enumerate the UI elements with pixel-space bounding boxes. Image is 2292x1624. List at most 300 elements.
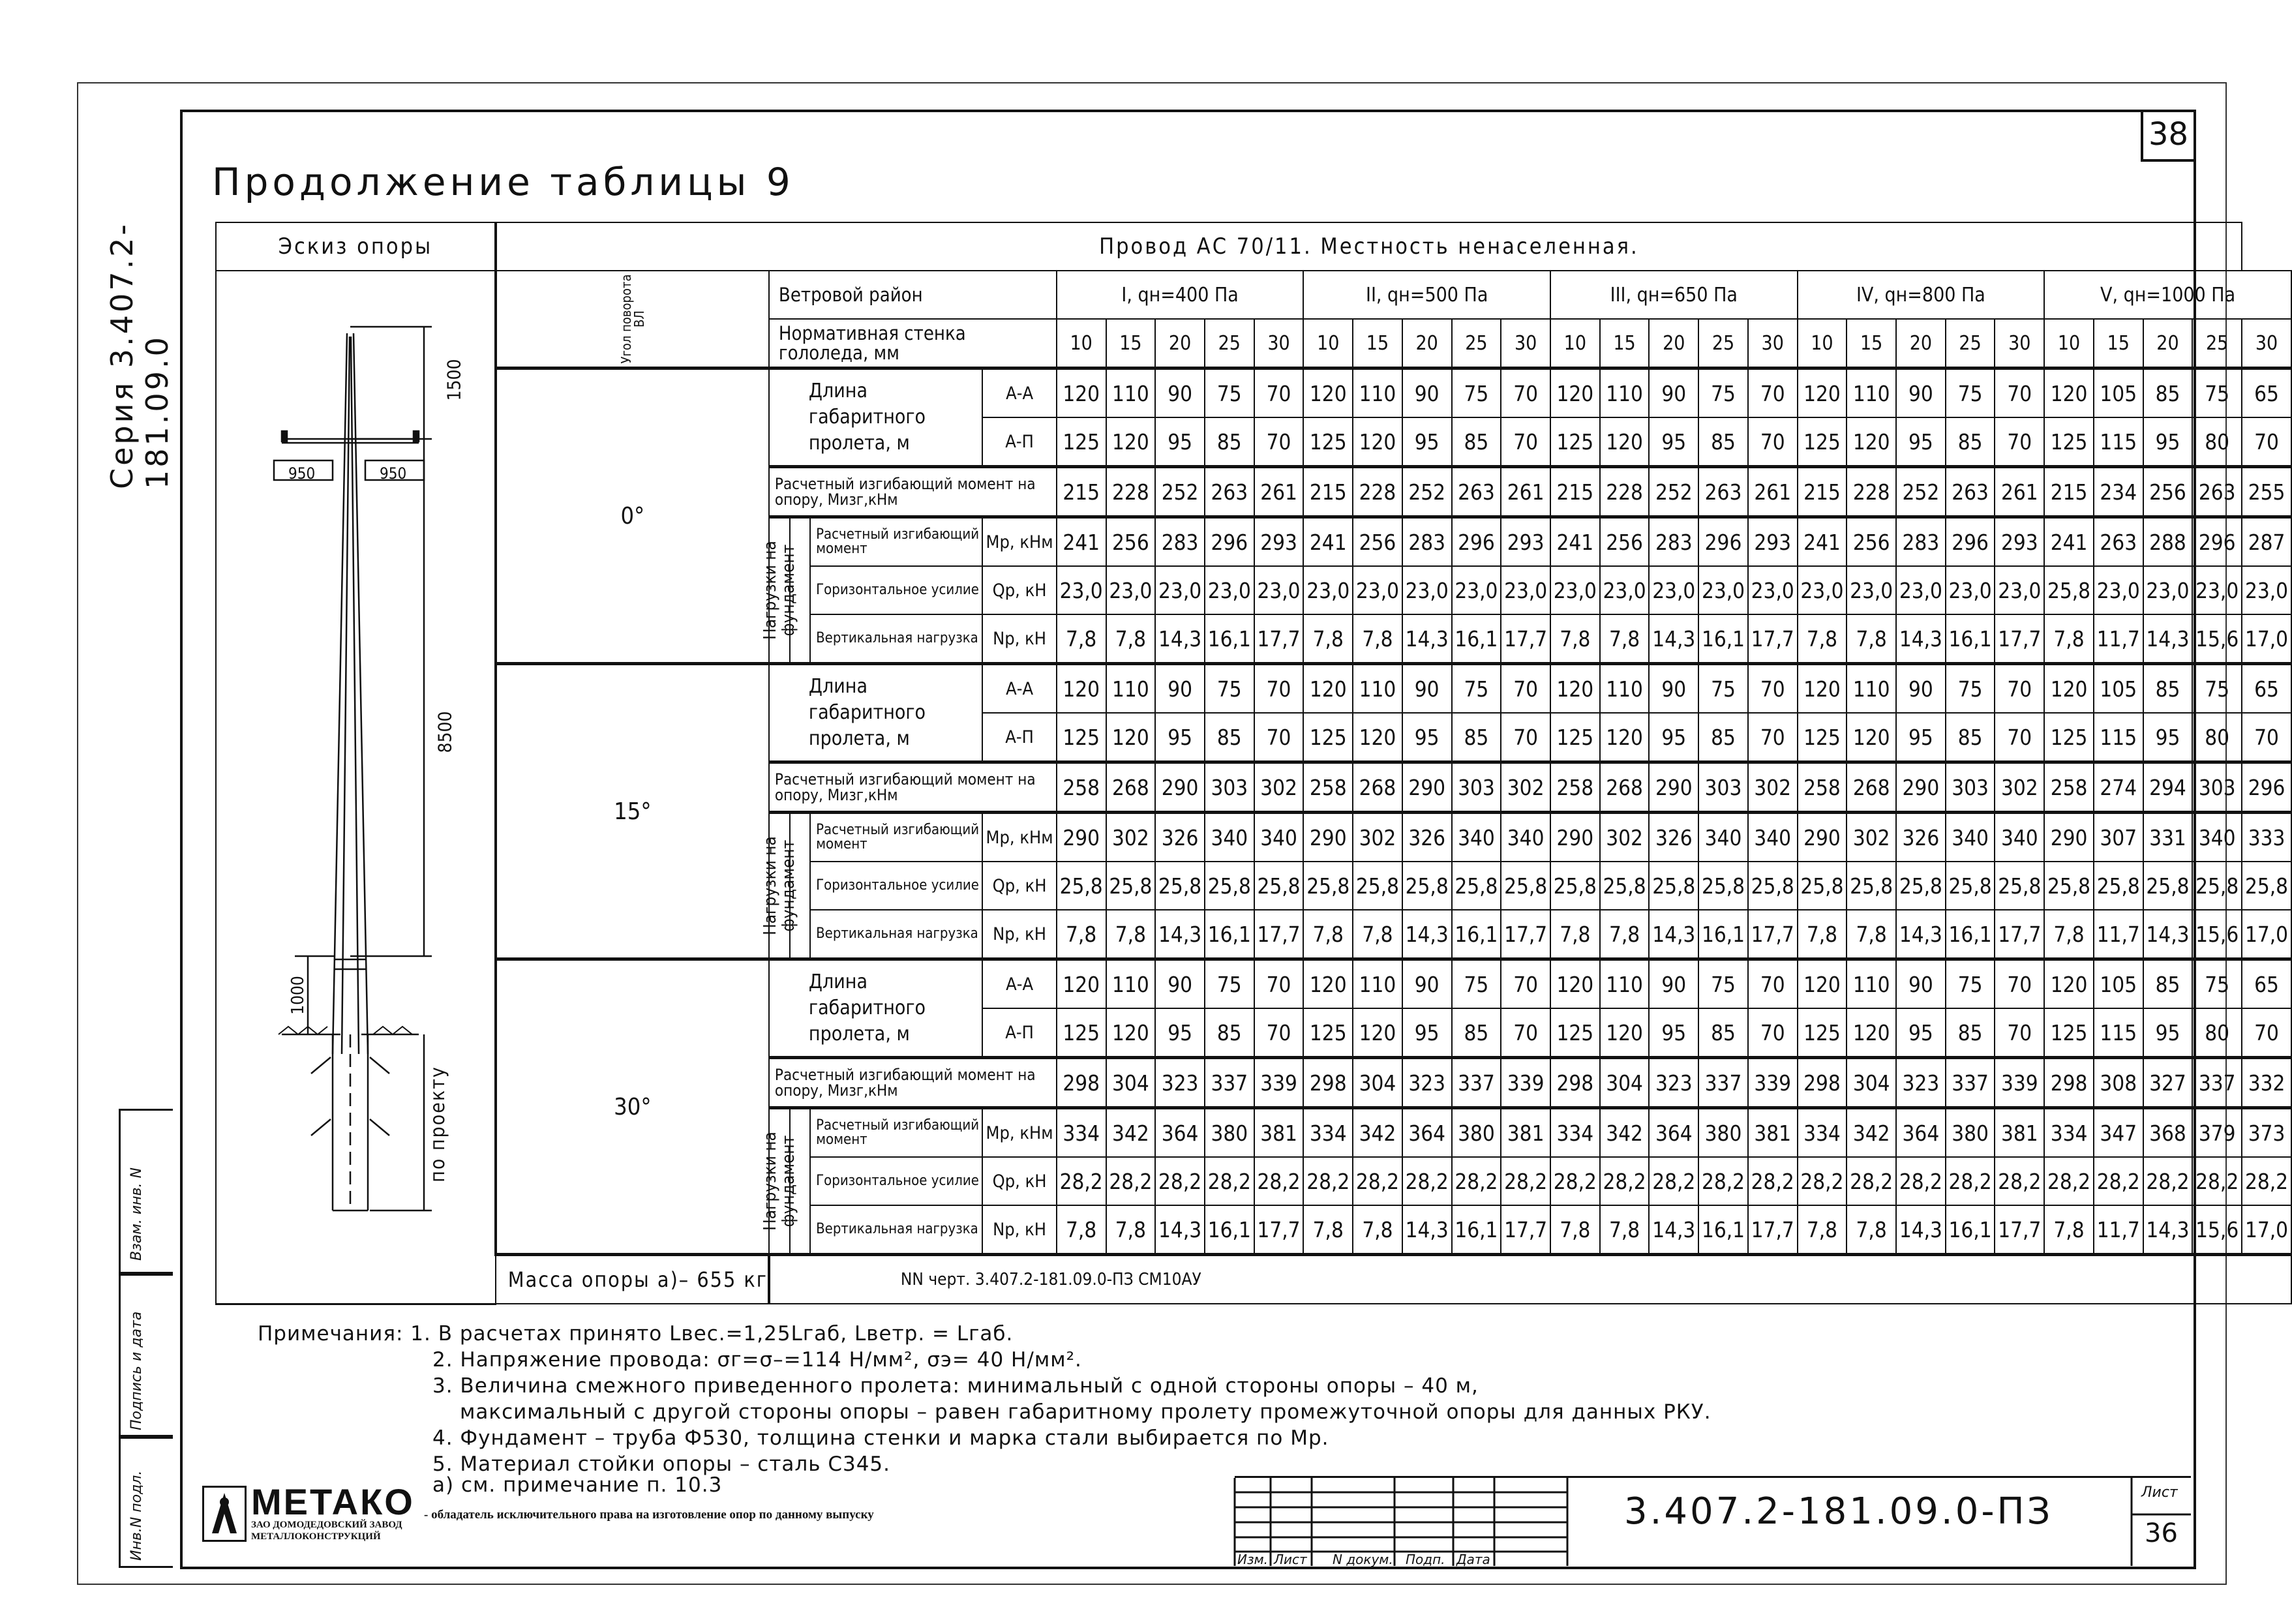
- foundation-vertical-value: 7,8: [2044, 1205, 2094, 1255]
- span-aa-value: 120: [1057, 959, 1106, 1009]
- span-aa-value: 120: [1798, 664, 1847, 714]
- ice-thickness-header: 25: [2192, 319, 2242, 368]
- note-item: 3. Величина смежного приведенного пролета: минимальный с одной стороны опоры – 40 м,: [432, 1374, 1479, 1398]
- stamp-col-date: Дата: [1456, 1552, 1490, 1567]
- foundation-moment-value: 334: [1798, 1108, 1847, 1158]
- span-ap-value: 70: [1995, 1008, 2044, 1058]
- foundation-moment-value: 288: [2143, 517, 2193, 567]
- foundation-moment-value: 364: [1649, 1108, 1698, 1158]
- ice-thickness-header: 10: [1798, 319, 1847, 368]
- foundation-vertical-value: 7,8: [1057, 910, 1106, 959]
- foundation-horizontal-value: 23,0: [1205, 566, 1254, 614]
- foundation-horizontal-value: 25,8: [1402, 862, 1452, 910]
- span-ap-value: 70: [1748, 713, 1798, 762]
- span-ap-value: 70: [1254, 417, 1304, 467]
- foundation-horizontal-value: 28,2: [2192, 1157, 2242, 1205]
- foundation-moment-unit: Мр, кНм: [982, 517, 1056, 567]
- bending-moment-value: 215: [2044, 467, 2094, 517]
- foundation-moment-value: 296: [1946, 517, 1995, 567]
- foundation-vertical-value: 7,8: [1303, 910, 1353, 959]
- span-ap-value: 125: [1798, 417, 1847, 467]
- foundation-vertical-value: 14,3: [1896, 1205, 1946, 1255]
- span-aa-value: 110: [1353, 664, 1402, 714]
- ice-thickness-header: 25: [1205, 319, 1254, 368]
- foundation-vertical-value: 15,6: [2192, 1205, 2242, 1255]
- foundation-horizontal-value: 28,2: [2094, 1157, 2143, 1205]
- span-aa-value: 75: [2192, 368, 2242, 418]
- foundation-horizontal-value: 23,0: [1798, 566, 1847, 614]
- foundation-horizontal-value: 28,2: [1600, 1157, 1650, 1205]
- span-ap-value: 85: [1205, 1008, 1254, 1058]
- bending-moment-value: 252: [1402, 467, 1452, 517]
- foundation-horizontal-value: 23,0: [1155, 566, 1205, 614]
- foundation-moment-value: 293: [1748, 517, 1798, 567]
- span-aa-value: 110: [1353, 959, 1402, 1009]
- foundation-horizontal-value: 23,0: [2242, 566, 2291, 614]
- angle-value: 0°: [496, 368, 769, 664]
- foundation-horizontal-value: 23,0: [1748, 566, 1798, 614]
- foundation-vertical-value: 17,0: [2242, 1205, 2291, 1255]
- span-ap-value: 95: [2143, 417, 2193, 467]
- logo-emblem-icon: [202, 1486, 247, 1542]
- bending-moment-value: 252: [1155, 467, 1205, 517]
- foundation-horizontal-value: 28,2: [1353, 1157, 1402, 1205]
- span-ap-value: 95: [1896, 713, 1946, 762]
- foundation-moment-value: 302: [1353, 813, 1402, 862]
- foundation-horizontal-value: 25,8: [2192, 862, 2242, 910]
- bending-moment-value: 303: [2192, 762, 2242, 813]
- span-aa-value: 90: [1402, 368, 1452, 418]
- span-aa-value: 70: [1501, 664, 1550, 714]
- foundation-vertical-value: 7,8: [2044, 614, 2094, 664]
- foundation-vertical-value: 7,8: [1106, 614, 1156, 664]
- span-ap-value: 125: [2044, 417, 2094, 467]
- dim-950-left: 950: [288, 464, 316, 483]
- span-ap-value: 95: [1402, 1008, 1452, 1058]
- span-length-label: Длина габаритного пролета, м: [769, 959, 982, 1058]
- foundation-horizontal-value: 23,0: [1946, 566, 1995, 614]
- bending-moment-value: 228: [1847, 467, 1896, 517]
- span-aa-value: 65: [2242, 959, 2291, 1009]
- foundation-horizontal-value: 25,8: [1057, 862, 1106, 910]
- span-ap-value: 120: [1600, 713, 1650, 762]
- span-aa-value: 75: [1452, 368, 1501, 418]
- bending-moment-value: 339: [1501, 1058, 1550, 1108]
- bending-moment-value: 304: [1600, 1058, 1650, 1108]
- dim-8500: 8500: [434, 711, 456, 753]
- span-ap-value: 85: [1452, 417, 1501, 467]
- stamp-sheet-number: 36: [2145, 1518, 2178, 1548]
- foundation-moment-value: 342: [1600, 1108, 1650, 1158]
- span-aa-value: 70: [1748, 368, 1798, 418]
- span-aa-value: 120: [1303, 959, 1353, 1009]
- foundation-vertical-unit: Nр, кН: [982, 614, 1056, 664]
- span-aa-value: 85: [2143, 959, 2193, 1009]
- span-aa-value: 70: [1254, 368, 1304, 418]
- foundation-loads-header: [760, 813, 798, 959]
- span-aa-value: 105: [2094, 368, 2143, 418]
- span-aa-value: 90: [1402, 959, 1452, 1009]
- span-ap-value: 80: [2192, 713, 2242, 762]
- span-ap-value: 95: [1155, 1008, 1205, 1058]
- foundation-vertical-value: 14,3: [1649, 910, 1698, 959]
- span-aa-value: 75: [1946, 664, 1995, 714]
- foundation-horizontal-unit: Qр, кН: [982, 862, 1056, 910]
- foundation-loads-label: Нагрузки на фундамент: [760, 836, 798, 935]
- span-aa-value: 120: [1550, 664, 1600, 714]
- foundation-vertical-value: 14,3: [1649, 1205, 1698, 1255]
- foundation-horizontal-value: 25,8: [1649, 862, 1698, 910]
- span-aa-value: 110: [1600, 368, 1650, 418]
- main-header: Провод АС 70/11. Местность ненаселенная.: [496, 222, 2242, 271]
- span-aa-value: 70: [1501, 959, 1550, 1009]
- foundation-moment-value: 290: [2044, 813, 2094, 862]
- foundation-horizontal-value: 28,2: [1748, 1157, 1798, 1205]
- foundation-moment-value: 334: [1057, 1108, 1106, 1158]
- ice-thickness-header: 15: [1847, 319, 1896, 368]
- bending-moment-value: 215: [1550, 467, 1600, 517]
- sketch-header: Эскиз опоры: [216, 222, 496, 271]
- span-aa-value: 75: [1452, 959, 1501, 1009]
- bending-moment-value: 215: [1303, 467, 1353, 517]
- foundation-horizontal-value: 28,2: [1254, 1157, 1304, 1205]
- foundation-moment-value: 340: [1748, 813, 1798, 862]
- note-item: 2. Напряжение провода: σг=σ–=114 Н/мм², σэ= 40 Н/мм².: [432, 1348, 1082, 1372]
- side-stamp-label: Взам. инв. N: [128, 1167, 145, 1261]
- foundation-horizontal-value: 28,2: [2143, 1157, 2193, 1205]
- span-aa-value: 65: [2242, 664, 2291, 714]
- foundation-moment-value: 342: [1353, 1108, 1402, 1158]
- bending-moment-value: 339: [1254, 1058, 1304, 1108]
- foundation-vertical-value: 16,1: [1698, 614, 1748, 664]
- span-ap-value: 120: [1106, 713, 1156, 762]
- span-ap-value: 70: [1995, 713, 2044, 762]
- foundation-moment-value: 302: [1600, 813, 1650, 862]
- foundation-vertical-value: 7,8: [1600, 910, 1650, 959]
- foundation-vertical-value: 7,8: [1353, 614, 1402, 664]
- foundation-horizontal-value: 25,8: [1155, 862, 1205, 910]
- bending-moment-value: 255: [2242, 467, 2291, 517]
- foundation-vertical-label: Вертикальная нагрузка: [810, 1205, 982, 1255]
- bending-moment-label: Расчетный изгибающий момент на опору, Мизг,кНм: [769, 1058, 1057, 1108]
- foundation-moment-value: 283: [1155, 517, 1205, 567]
- span-ap-value: 125: [1303, 417, 1353, 467]
- ice-thickness-header: 15: [1106, 319, 1156, 368]
- bending-moment-value: 268: [1600, 762, 1650, 813]
- foundation-moment-value: 340: [1452, 813, 1501, 862]
- foundation-horizontal-value: 28,2: [1106, 1157, 1156, 1205]
- per-project-label: по проекту: [426, 1066, 449, 1182]
- foundation-moment-label: Расчетный изгибающий момент: [810, 1108, 982, 1158]
- foundation-moment-value: 256: [1847, 517, 1896, 567]
- bending-moment-value: 296: [2242, 762, 2291, 813]
- span-aa-value: 120: [2044, 368, 2094, 418]
- foundation-moment-value: 381: [1501, 1108, 1550, 1158]
- span-type-aa: А-А: [982, 368, 1056, 418]
- span-aa-value: 120: [1303, 664, 1353, 714]
- foundation-vertical-value: 7,8: [1798, 1205, 1847, 1255]
- bending-moment-value: 261: [1995, 467, 2044, 517]
- ice-thickness-header: 10: [2044, 319, 2094, 368]
- bending-moment-value: 304: [1353, 1058, 1402, 1108]
- foundation-moment-value: 296: [1698, 517, 1748, 567]
- bending-moment-value: 302: [1995, 762, 2044, 813]
- span-ap-value: 120: [1353, 713, 1402, 762]
- foundation-moment-value: 263: [2094, 517, 2143, 567]
- loads-table: [215, 222, 2292, 1305]
- span-aa-value: 105: [2094, 959, 2143, 1009]
- bending-moment-value: 268: [1847, 762, 1896, 813]
- bending-moment-value: 323: [1896, 1058, 1946, 1108]
- ice-thickness-header: 30: [2242, 319, 2291, 368]
- bending-moment-value: 228: [1353, 467, 1402, 517]
- span-aa-value: 65: [2242, 368, 2291, 418]
- span-ap-value: 70: [2242, 1008, 2291, 1058]
- foundation-moment-value: 342: [1106, 1108, 1156, 1158]
- bending-moment-value: 323: [1649, 1058, 1698, 1108]
- foundation-horizontal-value: 23,0: [1402, 566, 1452, 614]
- foundation-vertical-value: 7,8: [1550, 614, 1600, 664]
- bending-moment-value: 263: [1452, 467, 1501, 517]
- span-ap-value: 120: [1353, 1008, 1402, 1058]
- bending-moment-value: 302: [1501, 762, 1550, 813]
- foundation-vertical-value: 7,8: [2044, 910, 2094, 959]
- foundation-moment-label: Расчетный изгибающий момент: [810, 813, 982, 862]
- ice-thickness-header: 25: [1946, 319, 1995, 368]
- foundation-vertical-value: 16,1: [1946, 1205, 1995, 1255]
- bending-moment-value: 228: [1600, 467, 1650, 517]
- bending-moment-value: 290: [1896, 762, 1946, 813]
- foundation-horizontal-value: 28,2: [1057, 1157, 1106, 1205]
- span-aa-value: 110: [1847, 368, 1896, 418]
- span-ap-value: 80: [2192, 1008, 2242, 1058]
- foundation-vertical-value: 17,7: [1748, 1205, 1798, 1255]
- foundation-vertical-value: 14,3: [1155, 910, 1205, 959]
- span-aa-value: 75: [1205, 664, 1254, 714]
- foundation-moment-value: 340: [1205, 813, 1254, 862]
- foundation-vertical-value: 7,8: [1847, 910, 1896, 959]
- wind-region-header: V, qн=1000 Па: [2044, 271, 2291, 319]
- bending-moment-value: 274: [2094, 762, 2143, 813]
- foundation-vertical-value: 7,8: [1353, 1205, 1402, 1255]
- span-aa-value: 110: [1847, 664, 1896, 714]
- foundation-horizontal-value: 23,0: [1057, 566, 1106, 614]
- angle-value: 30°: [496, 959, 769, 1255]
- foundation-vertical-value: 7,8: [1057, 1205, 1106, 1255]
- span-ap-value: 125: [1303, 713, 1353, 762]
- foundation-horizontal-value: 28,2: [1452, 1157, 1501, 1205]
- foundation-vertical-value: 14,3: [2143, 910, 2193, 959]
- foundation-horizontal-value: 28,2: [1995, 1157, 2044, 1205]
- sketch-cell: [216, 271, 496, 1304]
- bending-moment-label: Расчетный изгибающий момент на опору, Мизг,кНм: [769, 467, 1057, 517]
- foundation-vertical-value: 14,3: [2143, 1205, 2193, 1255]
- foundation-vertical-unit: Nр, кН: [982, 1205, 1056, 1255]
- side-stamp-label: Подпись и дата: [128, 1311, 145, 1430]
- foundation-horizontal-label: Горизонтальное усилие: [810, 566, 982, 614]
- foundation-vertical-value: 16,1: [1452, 614, 1501, 664]
- bending-moment-value: 263: [1698, 467, 1748, 517]
- foundation-vertical-value: 17,7: [1501, 910, 1550, 959]
- foundation-moment-value: 380: [1946, 1108, 1995, 1158]
- bending-moment-value: 339: [1995, 1058, 2044, 1108]
- span-aa-value: 90: [1649, 368, 1698, 418]
- pole-outline-left: [333, 333, 347, 1054]
- foundation-vertical-value: 14,3: [1649, 614, 1698, 664]
- foundation-horizontal-value: 23,0: [1452, 566, 1501, 614]
- foundation-horizontal-value: 23,0: [1254, 566, 1304, 614]
- span-ap-value: 70: [1748, 1008, 1798, 1058]
- bending-moment-value: 252: [1896, 467, 1946, 517]
- foundation-moment-value: 241: [1303, 517, 1353, 567]
- bending-moment-value: 258: [1057, 762, 1106, 813]
- span-ap-value: 125: [1798, 713, 1847, 762]
- bending-moment-value: 234: [2094, 467, 2143, 517]
- span-ap-value: 70: [1748, 417, 1798, 467]
- ice-thickness-label: Нормативная стенка гололеда, мм: [769, 319, 1057, 368]
- foundation-vertical-value: 16,1: [1946, 910, 1995, 959]
- foundation-moment-value: 340: [1254, 813, 1304, 862]
- span-ap-value: 95: [1155, 417, 1205, 467]
- bending-moment-value: 303: [1946, 762, 1995, 813]
- span-aa-value: 75: [1698, 664, 1748, 714]
- span-aa-value: 120: [1303, 368, 1353, 418]
- foundation-horizontal-unit: Qр, кН: [982, 1157, 1056, 1205]
- foundation-moment-value: 334: [2044, 1108, 2094, 1158]
- foundation-moment-value: 256: [1600, 517, 1650, 567]
- bending-moment-value: 298: [1550, 1058, 1600, 1108]
- foundation-horizontal-value: 23,0: [1501, 566, 1550, 614]
- foundation-vertical-value: 14,3: [1402, 614, 1452, 664]
- span-aa-value: 75: [1205, 959, 1254, 1009]
- bending-moment-value: 290: [1402, 762, 1452, 813]
- foundation-moment-value: 326: [1155, 813, 1205, 862]
- bending-moment-value: 215: [1057, 467, 1106, 517]
- span-ap-value: 85: [1946, 713, 1995, 762]
- span-aa-value: 90: [1896, 959, 1946, 1009]
- ice-thickness-header: 20: [1896, 319, 1946, 368]
- foundation-moment-value: 290: [1798, 813, 1847, 862]
- notes-row: [258, 1321, 1711, 1347]
- foundation-vertical-value: 7,8: [1550, 910, 1600, 959]
- wind-region-header: III, qн=650 Па: [1550, 271, 1798, 319]
- note-item: 4. Фундамент – труба Ф530, толщина стенки и марка стали выбирается по Мр.: [432, 1426, 1329, 1450]
- foundation-moment-value: 241: [1550, 517, 1600, 567]
- foundation-vertical-value: 14,3: [1155, 614, 1205, 664]
- foundation-moment-value: 381: [1254, 1108, 1304, 1158]
- foundation-horizontal-value: 23,0: [1896, 566, 1946, 614]
- span-aa-value: 105: [2094, 664, 2143, 714]
- foundation-vertical-value: 17,7: [1254, 1205, 1304, 1255]
- wind-region-label: Ветровой район: [769, 271, 1057, 319]
- foundation-horizontal-value: 23,0: [1353, 566, 1402, 614]
- bending-moment-value: 303: [1698, 762, 1748, 813]
- foundation-moment-value: 368: [2143, 1108, 2193, 1158]
- foundation-vertical-value: 17,7: [1995, 1205, 2044, 1255]
- side-stamp-inventory: [119, 1435, 173, 1568]
- span-type-ap: А-П: [982, 1008, 1056, 1058]
- span-ap-value: 120: [1106, 1008, 1156, 1058]
- ice-thickness-header: 10: [1550, 319, 1600, 368]
- pole-sketch: [217, 271, 520, 1263]
- foundation-moment-value: 364: [1402, 1108, 1452, 1158]
- series-label: Серия 3.407.2-181.09.0: [104, 222, 175, 489]
- foundation-vertical-value: 7,8: [1303, 1205, 1353, 1255]
- bending-moment-value: 337: [1205, 1058, 1254, 1108]
- bending-moment-value: 290: [1649, 762, 1698, 813]
- span-aa-value: 90: [1402, 664, 1452, 714]
- foundation-moment-value: 290: [1057, 813, 1106, 862]
- foundation-horizontal-value: 23,0: [1847, 566, 1896, 614]
- span-ap-value: 95: [1649, 1008, 1698, 1058]
- span-ap-value: 120: [1600, 1008, 1650, 1058]
- note-item: 1. В расчетах принято Lвес.=1,25Lгаб, Lветр. = Lгаб.: [410, 1322, 1014, 1346]
- foundation-horizontal-value: 23,0: [2143, 566, 2193, 614]
- ice-thickness-header: 20: [1402, 319, 1452, 368]
- foundation-moment-label: Расчетный изгибающий момент: [810, 517, 982, 567]
- span-ap-value: 95: [1896, 417, 1946, 467]
- span-aa-value: 70: [1748, 664, 1798, 714]
- span-ap-value: 85: [1698, 417, 1748, 467]
- foundation-horizontal-value: 28,2: [1847, 1157, 1896, 1205]
- span-ap-value: 120: [1600, 417, 1650, 467]
- stamp-col-change: Изм.: [1237, 1552, 1269, 1567]
- ice-thickness-header: 30: [1748, 319, 1798, 368]
- ice-thickness-header: 15: [1353, 319, 1402, 368]
- span-aa-value: 110: [1847, 959, 1896, 1009]
- ice-thickness-header: 15: [2094, 319, 2143, 368]
- foundation-vertical-value: 17,0: [2242, 910, 2291, 959]
- bending-moment-value: 323: [1155, 1058, 1205, 1108]
- wind-region-header: I, qн=400 Па: [1057, 271, 1304, 319]
- foundation-moment-value: 256: [1106, 517, 1156, 567]
- foundation-vertical-value: 7,8: [1303, 614, 1353, 664]
- foundation-horizontal-value: 28,2: [1303, 1157, 1353, 1205]
- notes-block: [258, 1321, 1711, 1498]
- foundation-horizontal-value: 25,8: [1847, 862, 1896, 910]
- span-aa-value: 110: [1106, 664, 1156, 714]
- span-aa-value: 70: [1501, 368, 1550, 418]
- foundation-vertical-value: 17,0: [2242, 614, 2291, 664]
- foundation-horizontal-value: 25,8: [1303, 862, 1353, 910]
- foundation-horizontal-value: 23,0: [2192, 566, 2242, 614]
- span-aa-value: 90: [1896, 664, 1946, 714]
- bending-moment-value: 302: [1748, 762, 1798, 813]
- dim-950-right: 950: [380, 464, 407, 483]
- foundation-moment-value: 342: [1847, 1108, 1896, 1158]
- ice-thickness-header: 20: [1649, 319, 1698, 368]
- foundation-moment-value: 380: [1205, 1108, 1254, 1158]
- bending-moment-value: 228: [1106, 467, 1156, 517]
- note-item: а) см. примечание п. 10.3: [432, 1473, 723, 1497]
- span-aa-value: 110: [1106, 959, 1156, 1009]
- span-aa-value: 110: [1353, 368, 1402, 418]
- foundation-moment-value: 296: [1452, 517, 1501, 567]
- foundation-horizontal-value: 25,8: [2094, 862, 2143, 910]
- span-ap-value: 85: [1946, 417, 1995, 467]
- foundation-vertical-value: 7,8: [1106, 910, 1156, 959]
- foundation-moment-value: 334: [1550, 1108, 1600, 1158]
- foundation-horizontal-value: 23,0: [1550, 566, 1600, 614]
- foundation-horizontal-value: 28,2: [1501, 1157, 1550, 1205]
- foundation-moment-value: 364: [1155, 1108, 1205, 1158]
- bending-moment-value: 332: [2242, 1058, 2291, 1108]
- ice-thickness-header: 10: [1057, 319, 1106, 368]
- span-ap-value: 70: [1254, 713, 1304, 762]
- foundation-horizontal-value: 28,2: [1205, 1157, 1254, 1205]
- span-aa-value: 75: [1698, 368, 1748, 418]
- foundation-vertical-value: 16,1: [1205, 910, 1254, 959]
